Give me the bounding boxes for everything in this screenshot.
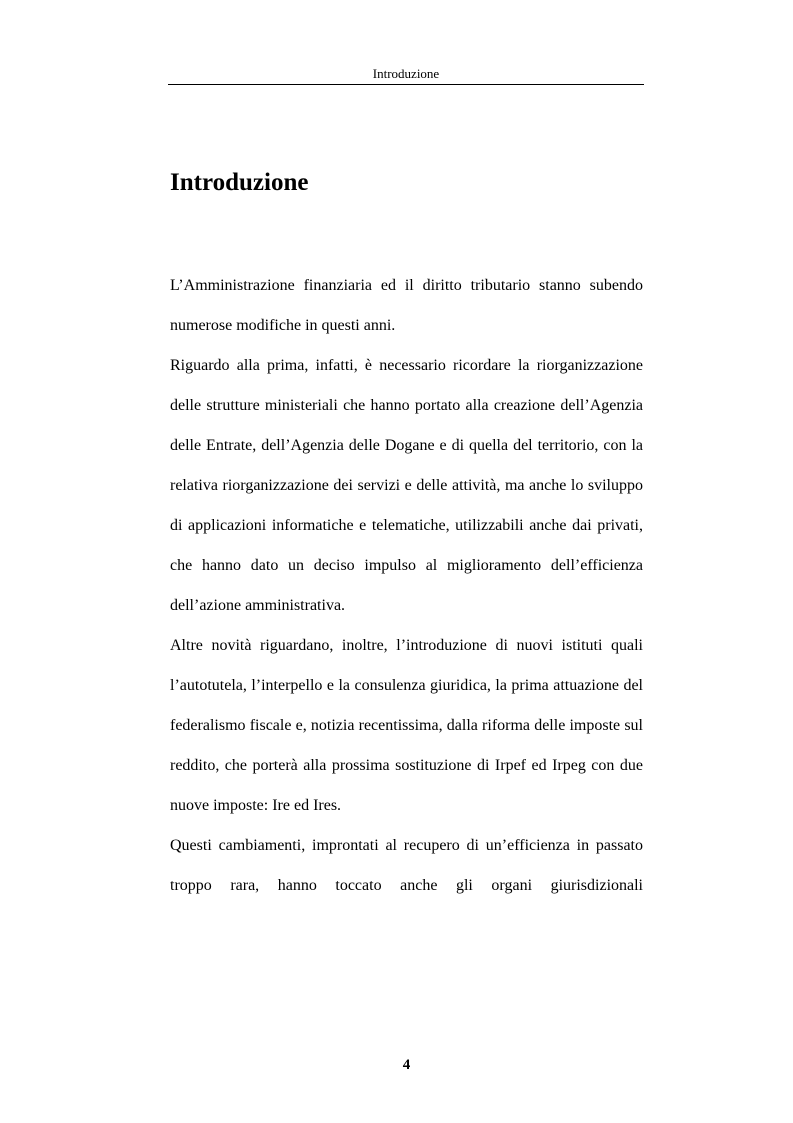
paragraph-novelties: Altre novità riguardano, inoltre, l’introduzione di nuovi istituti quali l’autotutela, l’interpello e la consulenza giuridica, la prima attuazione del federalismo fiscale e, notizia recentissima, dalla riforma delle imposte sul reddito, che porterà alla prossima sostituzione di Irpef ed Irpeg con due nuove imposte: Ire ed Ires. [170,637,643,814]
paragraph-intro: L’Amministrazione finanziaria ed il diritto tributario stanno subendo numerose modifiche in questi anni. [170,277,643,334]
paragraph-administration: Riguardo alla prima, infatti, è necessario ricordare la riorganizzazione delle strutture ministeriali che hanno portato alla creazione dell’Agenzia delle Entrate, dell’Agenzia delle Dogane e di quella del territorio, con la relativa riorganizzazione dei servizi e delle attività, ma anche lo sviluppo di applicazioni informatiche e telematiche, utilizzabili anche dai privati, che hanno dato un deciso impulso al miglioramento dell’efficienza dell’azione amministrativa. [170,357,643,614]
body-text [170,266,643,906]
paragraph-changes: Questi cambiamenti, improntati al recupero di un’efficienza in passato troppo rara, hanno toccato anche gli organi giurisdizionali [170,837,643,894]
running-header: Introduzione [168,66,644,85]
chapter-title: Introduzione [170,169,309,196]
page-number: 4 [402,1057,411,1073]
